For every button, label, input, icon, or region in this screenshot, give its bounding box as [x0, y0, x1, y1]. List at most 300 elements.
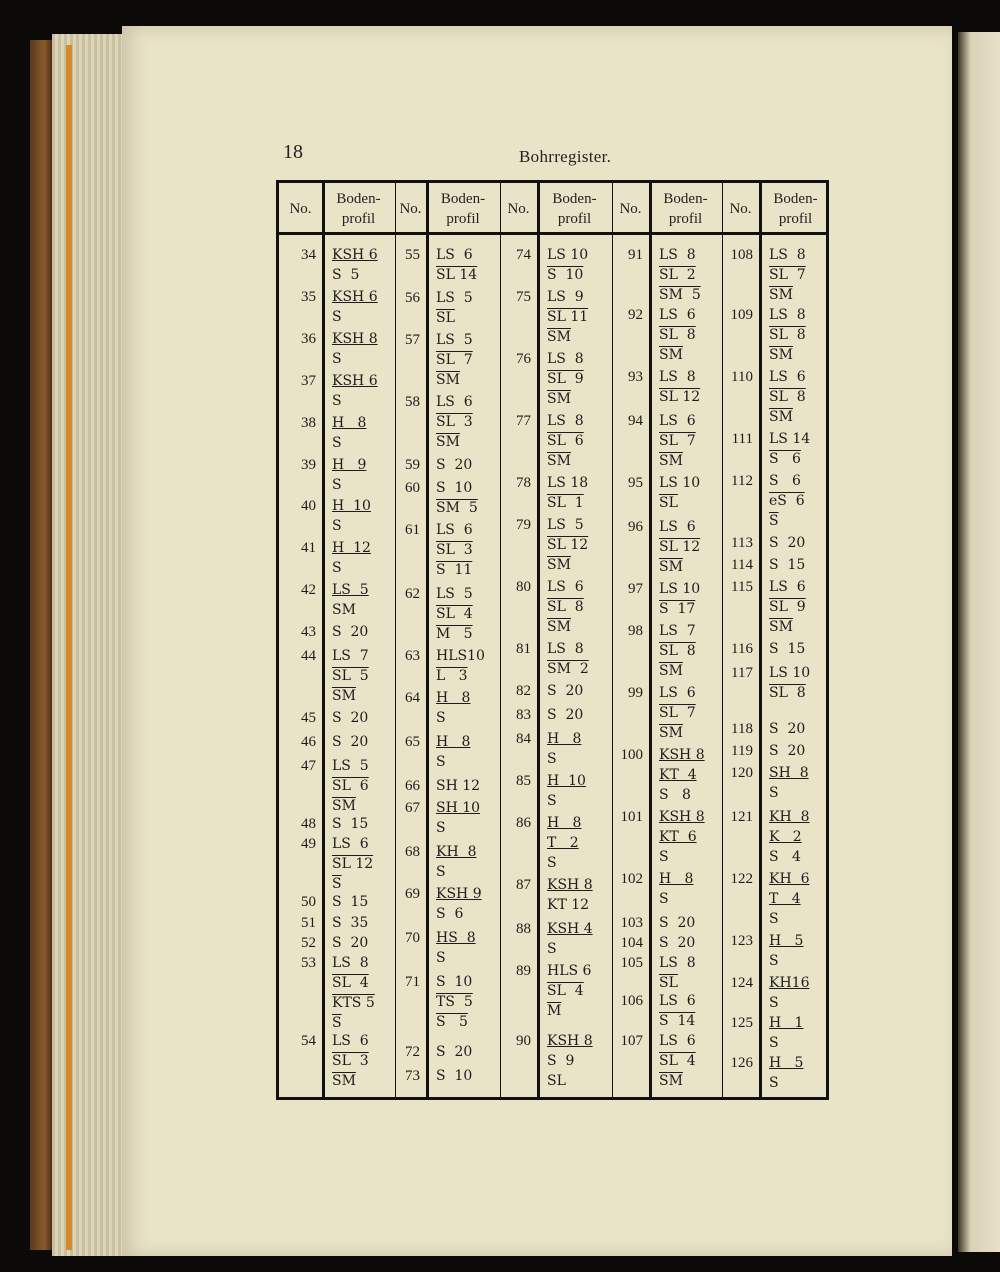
soil-profile-line: KTS 5	[332, 995, 375, 1011]
soil-profile-line: SL 6	[547, 433, 584, 449]
entry-number: 60	[405, 480, 420, 496]
soil-profile-line: SL 8	[659, 327, 696, 343]
column-rule	[426, 183, 429, 1097]
entry-number: 84	[516, 731, 531, 747]
soil-profile-line: S	[332, 393, 342, 409]
soil-profile-line: SM 5	[659, 287, 701, 303]
soil-profile-line: SL 4	[659, 1053, 696, 1069]
entry-number: 111	[731, 431, 753, 447]
soil-profile-line: $\overline{SL}$	[659, 975, 678, 991]
entry-number: 34	[301, 247, 316, 263]
soil-profile-line: $\overline{SM}$	[659, 453, 683, 469]
soil-profile-line: SL 12	[332, 856, 374, 872]
header-no: No.	[729, 201, 752, 217]
soil-profile-line: S 20	[332, 935, 369, 951]
soil-profile-line: $\overline{S}$	[332, 876, 342, 892]
soil-profile-line: LS 5	[436, 586, 473, 602]
soil-profile-line: S 6	[436, 906, 464, 922]
soil-profile-line: SL 3	[332, 1053, 369, 1069]
soil-profile-line: S	[332, 309, 342, 325]
entry-number: 96	[628, 519, 643, 535]
entry-number: 71	[405, 974, 420, 990]
soil-profile-line: S	[332, 560, 342, 576]
column-rule	[322, 183, 325, 1097]
entry-number: 117	[731, 665, 753, 681]
soil-profile-line: S	[436, 710, 446, 726]
soil-profile-line: $\overline{SM}$	[332, 688, 356, 704]
soil-profile-line: H 8	[436, 734, 471, 750]
entry-number: 50	[301, 894, 316, 910]
soil-profile-line: $\overline{SM}$	[659, 663, 683, 679]
soil-profile-line: LS 6	[659, 993, 696, 1009]
soil-profile-line: KH16	[769, 975, 810, 991]
header-bodenprofil: Boden- profil	[440, 191, 486, 227]
soil-profile-line: S	[436, 864, 446, 880]
soil-profile-line: LS 10	[659, 581, 701, 597]
soil-profile-line: HLS10	[436, 648, 485, 664]
soil-profile-line: KH 8	[769, 809, 810, 825]
column-rule	[649, 183, 652, 1097]
soil-profile-line: SM	[332, 602, 356, 618]
entry-number: 81	[516, 641, 531, 657]
soil-profile-line: SL 12	[659, 539, 701, 555]
soil-profile-line: S	[547, 941, 557, 957]
soil-profile-line: S	[436, 950, 446, 966]
soil-profile-line: SL 2	[659, 267, 696, 283]
soil-profile-line: $\overline{S}$	[332, 1015, 342, 1031]
soil-profile-line: S	[769, 995, 779, 1011]
column-rule	[537, 183, 540, 1097]
soil-profile-line: SL 3	[436, 542, 473, 558]
entry-number: 67	[405, 800, 420, 816]
soil-profile-line: $\overline{SM}$	[659, 559, 683, 575]
soil-profile-line: $\overline{SL}$	[659, 495, 678, 511]
soil-profile-line: H 12	[332, 540, 371, 556]
soil-profile-line: S 10	[436, 480, 473, 496]
soil-profile-line: L 3	[436, 668, 468, 684]
entry-number: 110	[731, 369, 753, 385]
soil-profile-line: KSH 8	[659, 809, 705, 825]
entry-number: 38	[301, 415, 316, 431]
soil-profile-line: SL 4	[547, 983, 584, 999]
entry-number: 72	[405, 1044, 420, 1060]
soil-profile-line: SH 12	[436, 778, 481, 794]
page-number: 18	[283, 141, 303, 163]
entry-number: 45	[301, 710, 316, 726]
soil-profile-line: $\overline{SM}$	[547, 391, 571, 407]
soil-profile-line: $\overline{M}$	[547, 1003, 562, 1019]
soil-profile-line: SM 2	[547, 661, 589, 677]
soil-profile-line: SH 8	[769, 765, 809, 781]
soil-profile-line: LS 6	[436, 247, 473, 263]
entry-number: 35	[301, 289, 316, 305]
soil-profile-line: LS 5	[332, 582, 369, 598]
soil-profile-line: SL 8	[769, 389, 806, 405]
entry-number: 118	[731, 721, 753, 737]
soil-profile-line: LS 8	[332, 955, 369, 971]
entry-number: 121	[730, 809, 753, 825]
soil-profile-line: S 20	[332, 734, 369, 750]
soil-profile-line: LS 8	[659, 247, 696, 263]
entry-number: 101	[620, 809, 643, 825]
entry-number: 89	[516, 963, 531, 979]
soil-profile-line: SH 10	[436, 800, 481, 816]
soil-profile-line: LS 6	[659, 413, 696, 429]
entry-number: 56	[405, 290, 420, 306]
soil-profile-line: KSH 6	[332, 373, 378, 389]
entry-number: 62	[405, 586, 420, 602]
soil-profile-line: SL 7	[769, 267, 806, 283]
entry-number: 108	[730, 247, 753, 263]
entry-number: 91	[628, 247, 643, 263]
entry-number: 109	[730, 307, 753, 323]
soil-profile-line: SL 7	[659, 433, 696, 449]
soil-profile-line: LS 6	[659, 519, 696, 535]
header-bodenprofil: Boden- profil	[773, 191, 818, 227]
entry-number: 88	[516, 921, 531, 937]
soil-profile-line: $\overline{SM}$	[436, 434, 460, 450]
soil-profile-line: $\overline{SM}$	[436, 372, 460, 388]
entry-number: 115	[731, 579, 753, 595]
soil-profile-line: $\overline{SM}$	[547, 329, 571, 345]
soil-profile-line: S 20	[332, 624, 369, 640]
soil-profile-line: SL 7	[659, 705, 696, 721]
soil-profile-line: LS 5	[436, 290, 473, 306]
soil-profile-line: KH 6	[769, 871, 810, 887]
soil-profile-line: S 17	[659, 601, 696, 617]
soil-profile-line: S 20	[332, 710, 369, 726]
soil-profile-line: SL 8	[659, 643, 696, 659]
soil-profile-line: S 15	[332, 816, 369, 832]
soil-profile-line: M 5	[436, 626, 473, 642]
soil-profile-line: $\overline{SM}$	[547, 453, 571, 469]
soil-profile-line: LS 8	[769, 307, 806, 323]
entry-number: 68	[405, 844, 420, 860]
soil-profile-line: SL 6	[332, 778, 369, 794]
soil-profile-line: H 10	[332, 498, 371, 514]
entry-number: 94	[628, 413, 643, 429]
soil-profile-line: S 6	[769, 451, 801, 467]
soil-profile-line: T 4	[769, 891, 801, 907]
soil-profile-line: SL 4	[436, 606, 473, 622]
soil-profile-line: SL 11	[547, 309, 589, 325]
soil-profile-line: S 20	[769, 535, 806, 551]
entry-number: 114	[731, 557, 753, 573]
header-bodenprofil: Boden- profil	[336, 191, 381, 227]
soil-profile-line: S	[547, 793, 557, 809]
soil-profile-line: S 10	[547, 267, 584, 283]
header-rule	[279, 232, 826, 235]
soil-profile-line: eS 6	[769, 493, 805, 509]
entry-number: 106	[620, 993, 643, 1009]
facing-page	[958, 32, 1000, 1252]
soil-profile-line: KT 6	[659, 829, 697, 845]
soil-profile-line: S 10	[436, 974, 473, 990]
entry-number: 90	[516, 1033, 531, 1049]
soil-profile-line: S	[332, 351, 342, 367]
soil-profile-line: $\overline{SM}$	[659, 347, 683, 363]
entry-number: 126	[730, 1055, 753, 1071]
entry-number: 103	[620, 915, 643, 931]
soil-profile-line: S 5	[436, 1014, 468, 1030]
soil-profile-line: S 6	[769, 473, 801, 489]
entry-number: 98	[628, 623, 643, 639]
soil-profile-line: S 11	[436, 562, 473, 578]
soil-profile-line: S 20	[547, 707, 584, 723]
soil-profile-line: SL 7	[436, 352, 473, 368]
entry-number: 85	[516, 773, 531, 789]
soil-profile-line: $\overline{SM}$	[547, 619, 571, 635]
entry-number: 47	[301, 758, 316, 774]
entry-number: 125	[730, 1015, 753, 1031]
soil-profile-line: LS 8	[659, 955, 696, 971]
header-no: No.	[619, 201, 642, 217]
soil-profile-line: LS 10	[659, 475, 701, 491]
entry-number: 93	[628, 369, 643, 385]
entry-number: 40	[301, 498, 316, 514]
entry-number: 70	[405, 930, 420, 946]
entry-number: 97	[628, 581, 643, 597]
entry-number: 59	[405, 457, 420, 473]
entry-number: 107	[620, 1033, 643, 1049]
soil-profile-line: LS 8	[547, 413, 584, 429]
soil-profile-line: $\overline{SM}$	[769, 409, 793, 425]
soil-profile-line: S	[436, 820, 446, 836]
soil-profile-line: S 14	[659, 1013, 696, 1029]
soil-profile-line: LS 6	[436, 522, 473, 538]
soil-profile-line: LS 5	[332, 758, 369, 774]
page-edge-stripe	[66, 45, 72, 1250]
soil-profile-line: SL 12	[659, 389, 701, 405]
entry-number: 78	[516, 475, 531, 491]
soil-profile-line: SM 5	[436, 500, 478, 516]
running-title: Bohrregister.	[519, 147, 612, 166]
soil-profile-line: K 2	[769, 829, 802, 845]
book-spine	[30, 40, 54, 1250]
entry-number: 61	[405, 522, 420, 538]
soil-profile-line: SL 3	[436, 414, 473, 430]
soil-profile-line: $\overline{SM}$	[547, 557, 571, 573]
header-no: No.	[507, 201, 530, 217]
entry-number: 74	[516, 247, 531, 263]
soil-profile-line: S 10	[436, 1068, 473, 1084]
entry-number: 95	[628, 475, 643, 491]
soil-profile-line: S 20	[769, 721, 806, 737]
soil-profile-line: LS 10	[547, 247, 589, 263]
soil-profile-line: LS 6	[659, 685, 696, 701]
soil-profile-line: S	[332, 435, 342, 451]
entry-number: 100	[620, 747, 643, 763]
soil-profile-line: H 9	[332, 457, 367, 473]
soil-profile-line: SL 9	[547, 371, 584, 387]
soil-profile-line: S	[436, 754, 446, 770]
entry-number: 54	[301, 1033, 316, 1049]
entry-number: 58	[405, 394, 420, 410]
soil-profile-line: LS 6	[659, 1033, 696, 1049]
entry-number: 42	[301, 582, 316, 598]
soil-profile-line: $\overline{SM}$	[659, 1073, 683, 1089]
soil-profile-line: H 8	[436, 690, 471, 706]
soil-profile-line: HLS 6	[547, 963, 592, 979]
soil-profile-line: $\overline{SM}$	[769, 619, 793, 635]
entry-number: 69	[405, 886, 420, 902]
soil-profile-line: S	[547, 751, 557, 767]
soil-profile-line: SL 8	[769, 327, 806, 343]
soil-profile-line: SL 12	[547, 537, 589, 553]
soil-profile-line: $\overline{SM}$	[769, 287, 793, 303]
soil-profile-line: $\overline{SM}$	[332, 1073, 356, 1089]
header-bodenprofil: Boden- profil	[663, 191, 708, 227]
soil-profile-line: S 35	[332, 915, 369, 931]
entry-number: 43	[301, 624, 316, 640]
soil-profile-line: LS 6	[769, 579, 806, 595]
soil-profile-line: H 5	[769, 933, 804, 949]
entry-number: 80	[516, 579, 531, 595]
soil-profile-line: LS 5	[547, 517, 584, 533]
soil-profile-line: S	[332, 477, 342, 493]
entry-number: 49	[301, 836, 316, 852]
entry-number: 83	[516, 707, 531, 723]
soil-profile-line: SL 8	[769, 685, 806, 701]
soil-profile-line: S 20	[436, 457, 473, 473]
entry-number: 73	[405, 1068, 420, 1084]
soil-profile-line: S	[769, 785, 779, 801]
soil-profile-line: KT 12	[547, 897, 590, 913]
soil-profile-line: S	[769, 953, 779, 969]
header-bodenprofil: Boden- profil	[552, 191, 597, 227]
soil-profile-line: LS 5	[436, 332, 473, 348]
entry-number: 46	[301, 734, 316, 750]
soil-profile-line: SL 14	[436, 267, 478, 283]
entry-number: 53	[301, 955, 316, 971]
soil-profile-line: LS 7	[659, 623, 696, 639]
header-no: No.	[289, 201, 312, 217]
soil-profile-line: LS 18	[547, 475, 589, 491]
entry-number: 52	[301, 935, 316, 951]
soil-profile-line: H 8	[547, 815, 582, 831]
soil-profile-line: KSH 6	[332, 289, 378, 305]
soil-profile-line: TS 5	[436, 994, 473, 1010]
entry-number: 112	[731, 473, 753, 489]
entry-number: 87	[516, 877, 531, 893]
soil-profile-line: KSH 8	[659, 747, 705, 763]
soil-profile-line: S	[659, 891, 669, 907]
entry-number: 86	[516, 815, 531, 831]
soil-profile-line: S 4	[769, 849, 801, 865]
soil-profile-line: T 2	[547, 835, 579, 851]
entry-number: 79	[516, 517, 531, 533]
soil-profile-line: S 5	[332, 267, 360, 283]
soil-profile-line: SL 5	[332, 668, 369, 684]
entry-number: 51	[301, 915, 316, 931]
soil-profile-line: S 20	[769, 743, 806, 759]
entry-number: 57	[405, 332, 420, 348]
entry-number: 41	[301, 540, 316, 556]
soil-profile-line: KSH 8	[332, 331, 378, 347]
soil-profile-line: KSH 6	[332, 247, 378, 263]
soil-profile-line: S	[659, 849, 669, 865]
soil-profile-line: LS 8	[547, 641, 584, 657]
soil-profile-line: LS 10	[769, 665, 811, 681]
entry-number: 66	[405, 778, 420, 794]
soil-profile-line: LS 6	[769, 369, 806, 385]
entry-number: 65	[405, 734, 420, 750]
entry-number: 48	[301, 816, 316, 832]
bohrregister-table	[276, 180, 829, 1100]
soil-profile-line: S 15	[332, 894, 369, 910]
entry-number: 99	[628, 685, 643, 701]
entry-number: 119	[731, 743, 753, 759]
entry-number: 122	[730, 871, 753, 887]
soil-profile-line: H 1	[769, 1015, 804, 1031]
soil-profile-line: H 8	[547, 731, 582, 747]
soil-profile-line: HS 8	[436, 930, 476, 946]
soil-profile-line: S	[769, 911, 779, 927]
soil-profile-line: LS 7	[332, 648, 369, 664]
entry-number: 105	[620, 955, 643, 971]
soil-profile-line: S 15	[769, 641, 806, 657]
entry-number: 123	[730, 933, 753, 949]
soil-profile-line: SL 9	[769, 599, 806, 615]
entry-number: 124	[730, 975, 753, 991]
soil-profile-line: H 5	[769, 1055, 804, 1071]
soil-profile-line: LS 8	[769, 247, 806, 263]
soil-profile-line: S 20	[659, 915, 696, 931]
entry-number: 104	[620, 935, 643, 951]
entry-number: 113	[731, 535, 753, 551]
soil-profile-line: $\overline{SL}$	[436, 310, 455, 326]
soil-profile-line: SL 8	[547, 599, 584, 615]
soil-profile-line: $\overline{SM}$	[769, 347, 793, 363]
entry-number: 37	[301, 373, 316, 389]
column-rule	[395, 183, 396, 1097]
soil-profile-line: S 15	[769, 557, 806, 573]
soil-profile-line: S 20	[659, 935, 696, 951]
entry-number: 92	[628, 307, 643, 323]
soil-profile-line: LS 8	[547, 351, 584, 367]
soil-profile-line: S	[769, 1035, 779, 1051]
soil-profile-line: KT 4	[659, 767, 697, 783]
soil-profile-line: LS 6	[659, 307, 696, 323]
soil-profile-line: LS 9	[547, 289, 584, 305]
soil-profile-line: S	[769, 1075, 779, 1091]
entry-number: 75	[516, 289, 531, 305]
soil-profile-line: H 8	[659, 871, 694, 887]
soil-profile-line: S	[547, 855, 557, 871]
entry-number: 82	[516, 683, 531, 699]
entry-number: 116	[731, 641, 753, 657]
soil-profile-line: S 9	[547, 1053, 575, 1069]
soil-profile-line: SL 1	[547, 495, 584, 511]
soil-profile-line: H 8	[332, 415, 367, 431]
soil-profile-line: $\overline{SM}$	[659, 725, 683, 741]
soil-profile-line: LS 6	[547, 579, 584, 595]
entry-number: 76	[516, 351, 531, 367]
soil-profile-line: LS 8	[659, 369, 696, 385]
soil-profile-line: KSH 4	[547, 921, 593, 937]
entry-number: 63	[405, 648, 420, 664]
soil-profile-line: LS 6	[332, 836, 369, 852]
soil-profile-line: KSH 8	[547, 877, 593, 893]
soil-profile-line: H 10	[547, 773, 586, 789]
entry-number: 44	[301, 648, 316, 664]
entry-number: 39	[301, 457, 316, 473]
soil-profile-line: S 20	[436, 1044, 473, 1060]
header-no: No.	[399, 201, 422, 217]
soil-profile-line: LS 14	[769, 431, 811, 447]
soil-profile-line: SL 4	[332, 975, 369, 991]
soil-profile-line: S	[332, 518, 342, 534]
